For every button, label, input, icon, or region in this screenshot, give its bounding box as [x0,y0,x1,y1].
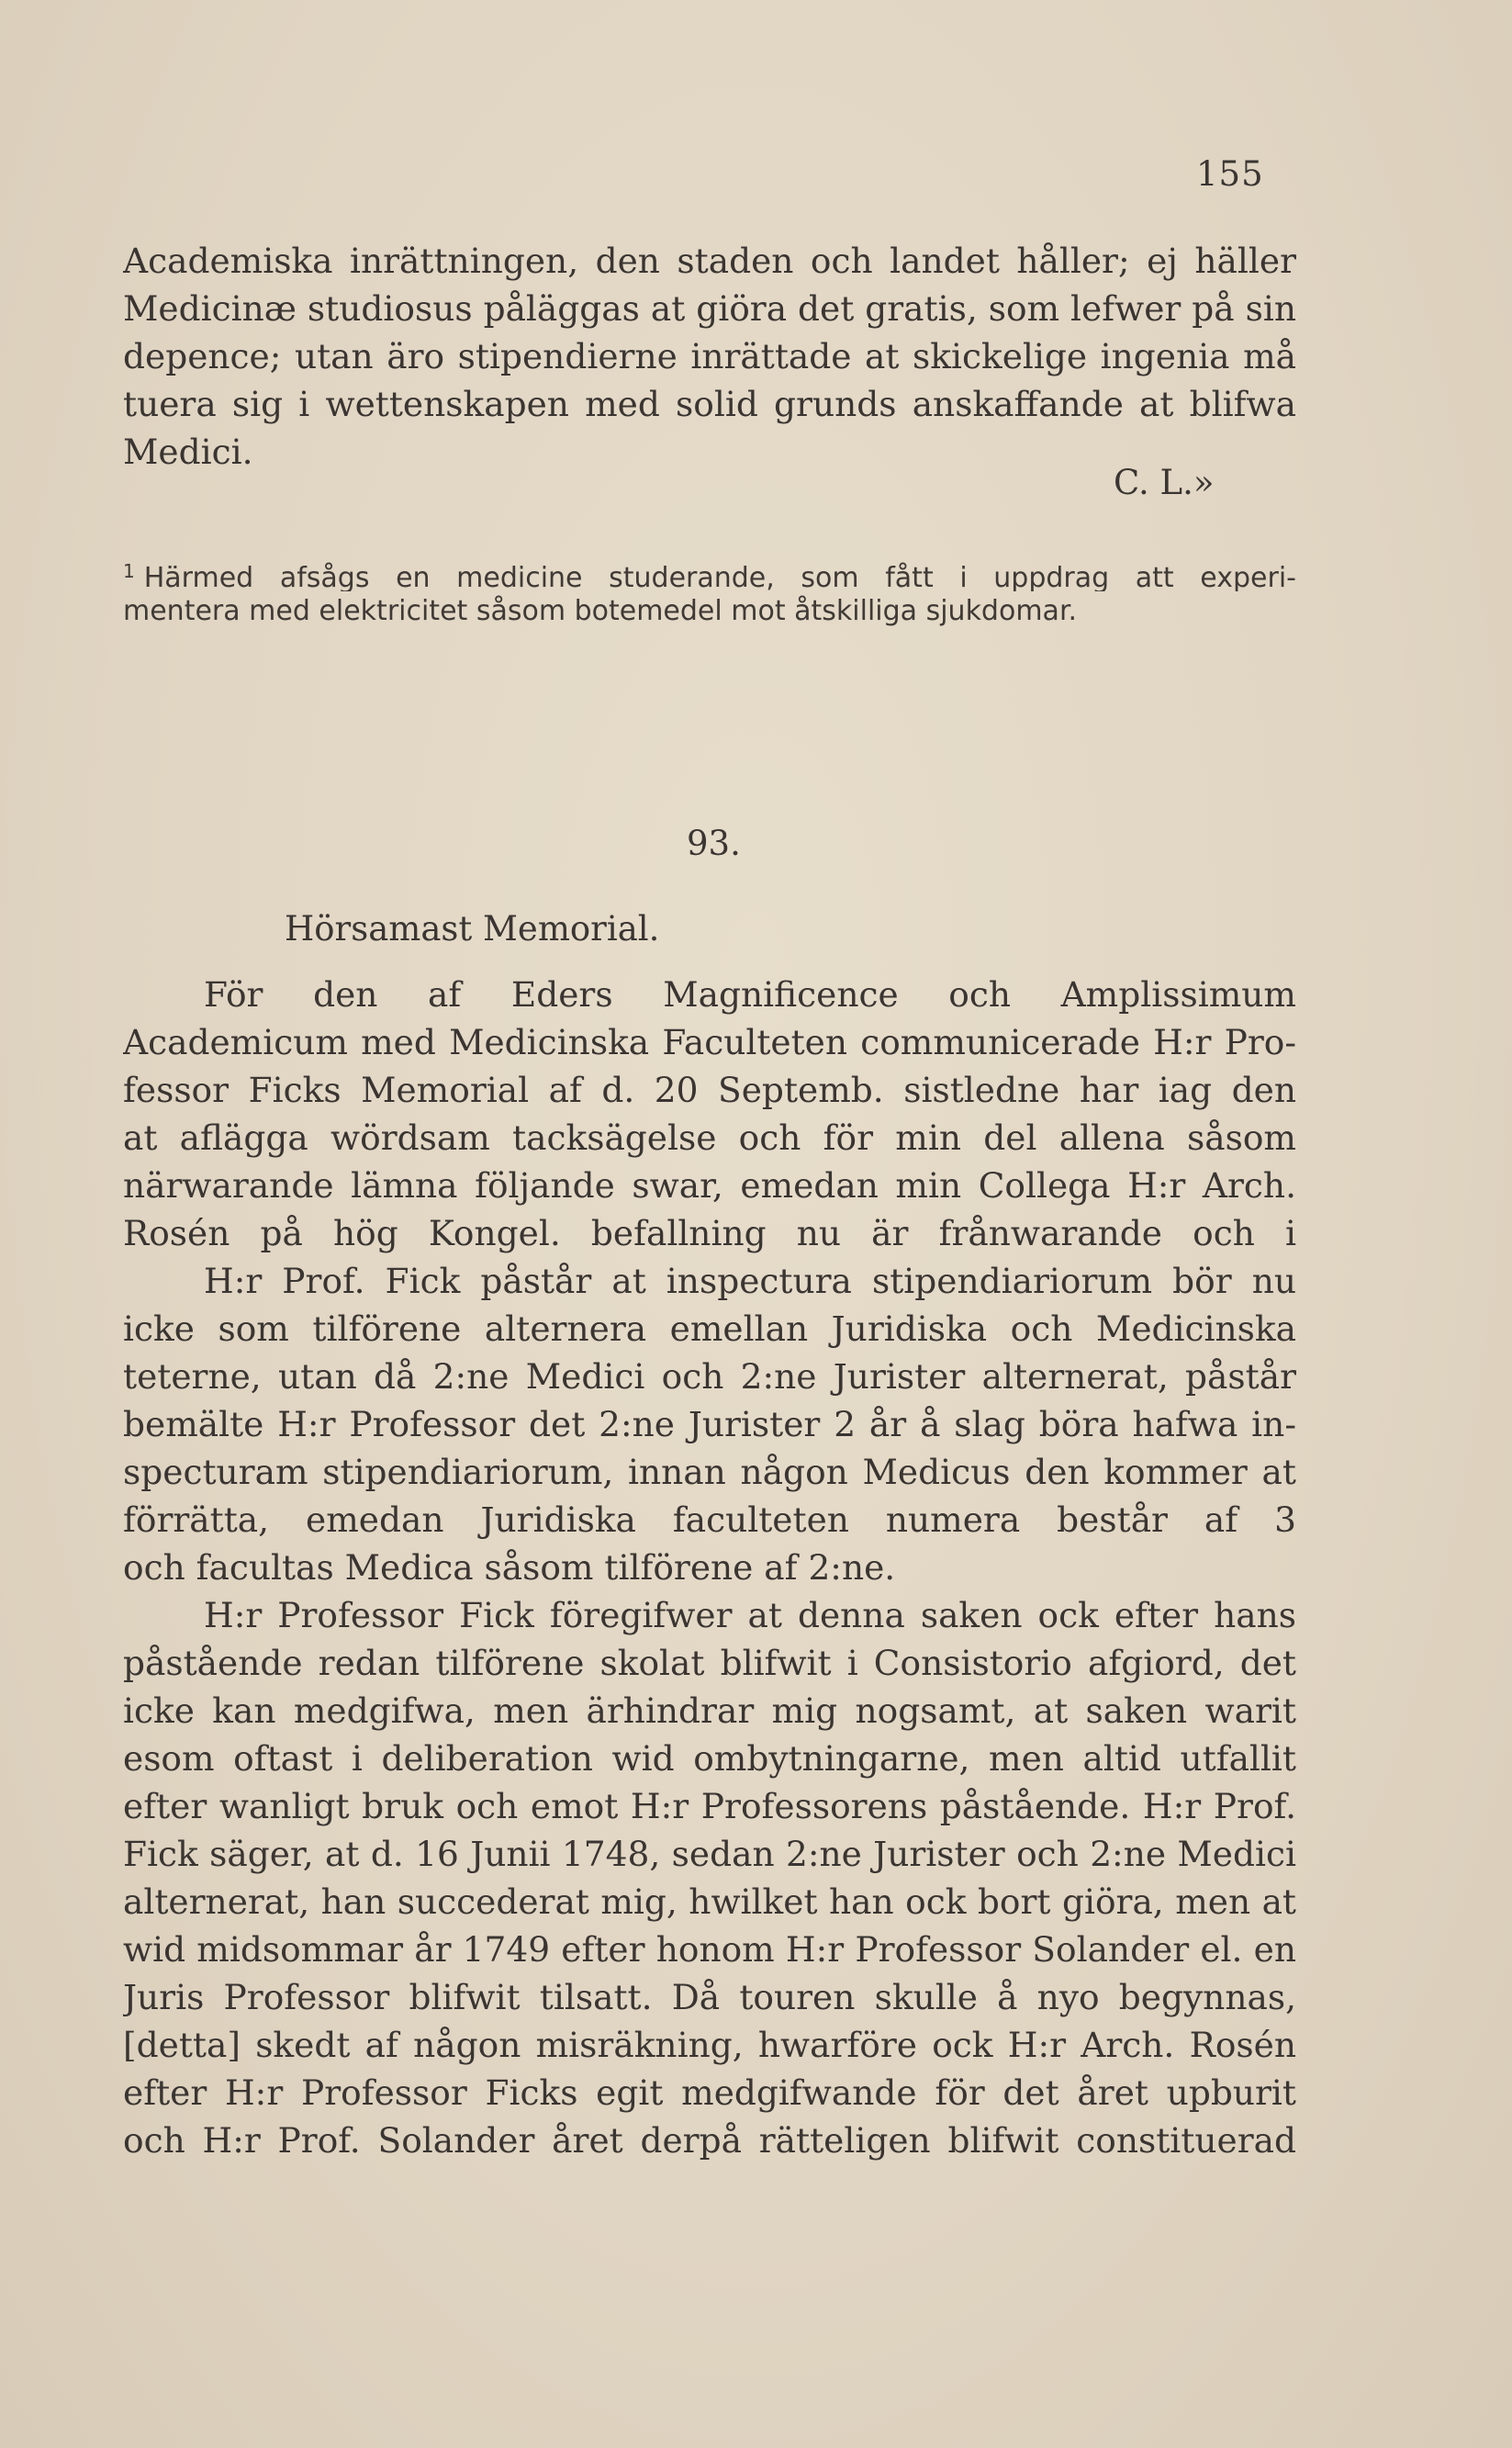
text-line: teterne, utan då 2:ne Medici och 2:ne Jurister alternerat, påstår [123,1356,1296,1397]
text-line: H:r Prof. Fick påstår at inspectura stipendiariorum bör nu [204,1261,1296,1301]
text-line: Medici. [123,432,253,472]
text-line: Academiska inrättningen, den staden och landet håller; ej häller [123,241,1296,281]
text-line: tuera sig i wettenskapen med solid grunds anskaffande at blifwa [123,384,1296,424]
footnote-line: mentera med elektricitet såsom botemedel mot åtskilliga sjukdomar. [123,595,1078,627]
text-line: wid midsommar år 1749 efter honom H:r Professor Solander el. en [123,1929,1296,1970]
text-line: Academicum med Medicinska Faculteten communicerade H:r Pro- [123,1022,1296,1062]
text-line: at aflägga wördsam tacksägelse och för min del allena såsom [123,1117,1296,1158]
text-line: efter H:r Professor Ficks egit medgifwande för det året upburit [123,2072,1296,2113]
text-line: icke som tilförene alternera emellan Juridiska och Medicinska [123,1308,1296,1349]
text-line: och H:r Prof. Solander året derpå rätteligen blifwit constituerad [123,2120,1296,2161]
text-line: fessor Ficks Memorial af d. 20 Septemb. sistledne har iag den [123,1070,1296,1110]
text-line: Juris Professor blifwit tilsatt. Då touren skulle å nyo begynnas, [123,1977,1296,2017]
text-line: icke kan medgifwa, men ärhindrar mig nogsamt, at saken warit [123,1690,1296,1731]
text-line: esom oftast i deliberation wid ombytningarne, men altid utfallit [123,1738,1296,1779]
footnote-line [123,551,1296,591]
text-line: H:r Professor Fick föregifwer at denna saken ock efter hans [204,1595,1296,1635]
text-line: efter wanligt bruk och emot H:r Professorens påstående. H:r Prof. [123,1786,1296,1826]
text-line: förrätta, emedan Juridiska faculteten numera består af 3 [123,1499,1296,1540]
text-line: För den af Eders Magnificence och Amplissimum [204,974,1296,1015]
text-line: alternerat, han succederat mig, hwilket han ock bort giöra, men at [123,1881,1296,1922]
text-line: och facultas Medica såsom tilförene af 2:ne. [123,1547,896,1588]
text-line: specturam stipendiariorum, innan någon Medicus den kommer at [123,1452,1296,1492]
main-text [123,971,1296,2164]
text-line: [detta] skedt af någon misräkning, hwarföre ock H:r Arch. Rosén [123,2025,1296,2065]
text-line: Medicinæ studiosus påläggas at giöra det gratis, som lefwer på sin [123,288,1296,329]
text-line: påstående redan tilförene skolat blifwit i Consistorio afgiord, det [123,1643,1296,1683]
top-paragraph [123,237,1296,476]
footnote-text: Härmed afsågs en medicine studerande, som fått i uppdrag att experi- [143,562,1296,591]
section-number: 93. [687,824,741,863]
text-line: närwarande lämna följande swar, emedan min Collega H:r Arch. [123,1165,1296,1206]
footnote [123,551,1296,632]
text-line: depence; utan äro stipendierne inrättade at skickelige ingenia må [123,336,1296,376]
footnote-marker: 1 [123,560,135,582]
text-line: bemälte H:r Professor det 2:ne Jurister 2 år å slag böra hafwa in- [123,1404,1296,1444]
signature: C. L.» [1114,463,1215,502]
page-number: 155 [1196,154,1264,194]
text-line: Fick säger, at d. 16 Junii 1748, sedan 2:ne Jurister och 2:ne Medici [123,1834,1296,1874]
text-line: Rosén på hög Kongel. befallning nu är frånwarande och i [123,1213,1296,1253]
memorial-title: Hörsamast Memorial. [285,909,660,949]
